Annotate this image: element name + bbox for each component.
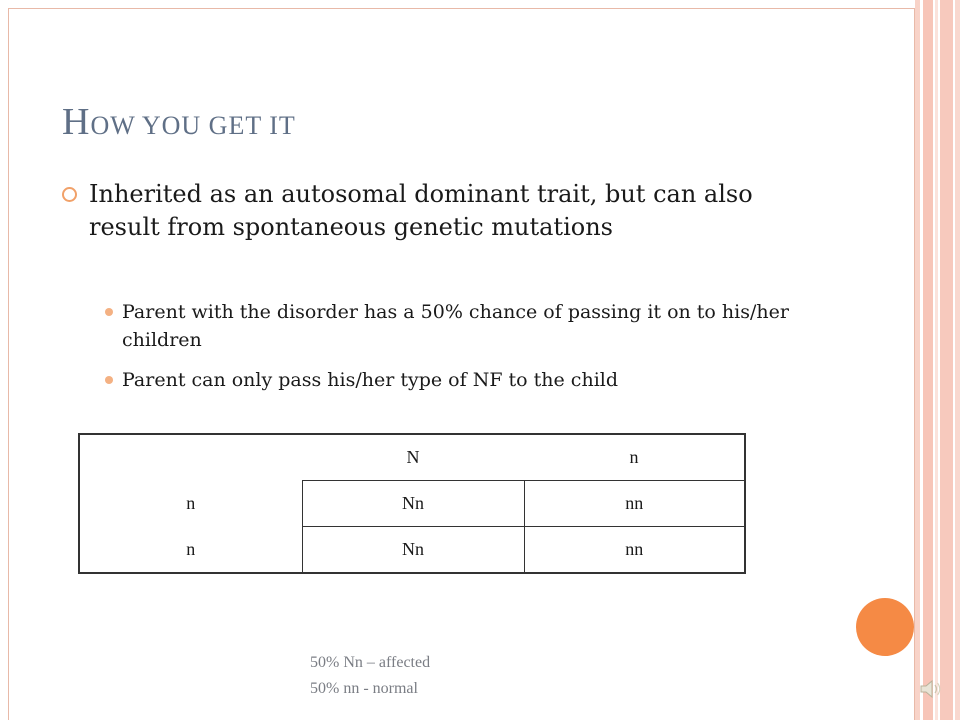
main-bullet-text: Inherited as an autosomal dominant trait, but can also result from spontaneous genetic mutations bbox=[89, 180, 753, 241]
header-cell bbox=[79, 434, 302, 481]
dot-bullet-icon bbox=[105, 308, 113, 316]
genotype-cell: Nn bbox=[302, 481, 524, 527]
sub-bullet-list bbox=[105, 298, 825, 406]
row-label-cell: n bbox=[186, 538, 196, 559]
row-label-cell: n bbox=[186, 493, 196, 513]
speaker-icon[interactable] bbox=[918, 678, 944, 700]
genotype-cell: nn bbox=[524, 481, 745, 527]
ring-bullet-icon bbox=[62, 187, 77, 202]
legend-line: 50% Nn – affected bbox=[310, 654, 431, 671]
decorative-circle bbox=[856, 598, 914, 656]
legend-line: 50% nn - normal bbox=[310, 680, 418, 697]
sub-bullet bbox=[105, 366, 825, 394]
sub-bullet-text: Parent can only pass his/her type of NF to the child bbox=[122, 369, 619, 391]
table-header-row bbox=[79, 434, 745, 481]
genotype-cell: Nn bbox=[302, 527, 524, 574]
title-rest: OW YOU GET IT bbox=[90, 111, 296, 140]
header-cell: n bbox=[629, 447, 639, 467]
ratio-legend bbox=[310, 650, 430, 702]
slide-title bbox=[62, 100, 296, 144]
decorative-stripes bbox=[915, 0, 960, 720]
genotype-cell: nn bbox=[524, 527, 745, 574]
sub-bullet-text: Parent with the disorder has a 50% chance of passing it on to his/her children bbox=[122, 301, 789, 351]
table-row bbox=[79, 481, 745, 527]
table-row bbox=[79, 527, 745, 574]
sub-bullet bbox=[105, 298, 825, 354]
main-bullet bbox=[62, 178, 802, 244]
title-initial: H bbox=[62, 101, 91, 143]
punnett-square bbox=[78, 433, 746, 574]
dot-bullet-icon bbox=[105, 376, 113, 384]
header-cell: N bbox=[406, 447, 420, 467]
